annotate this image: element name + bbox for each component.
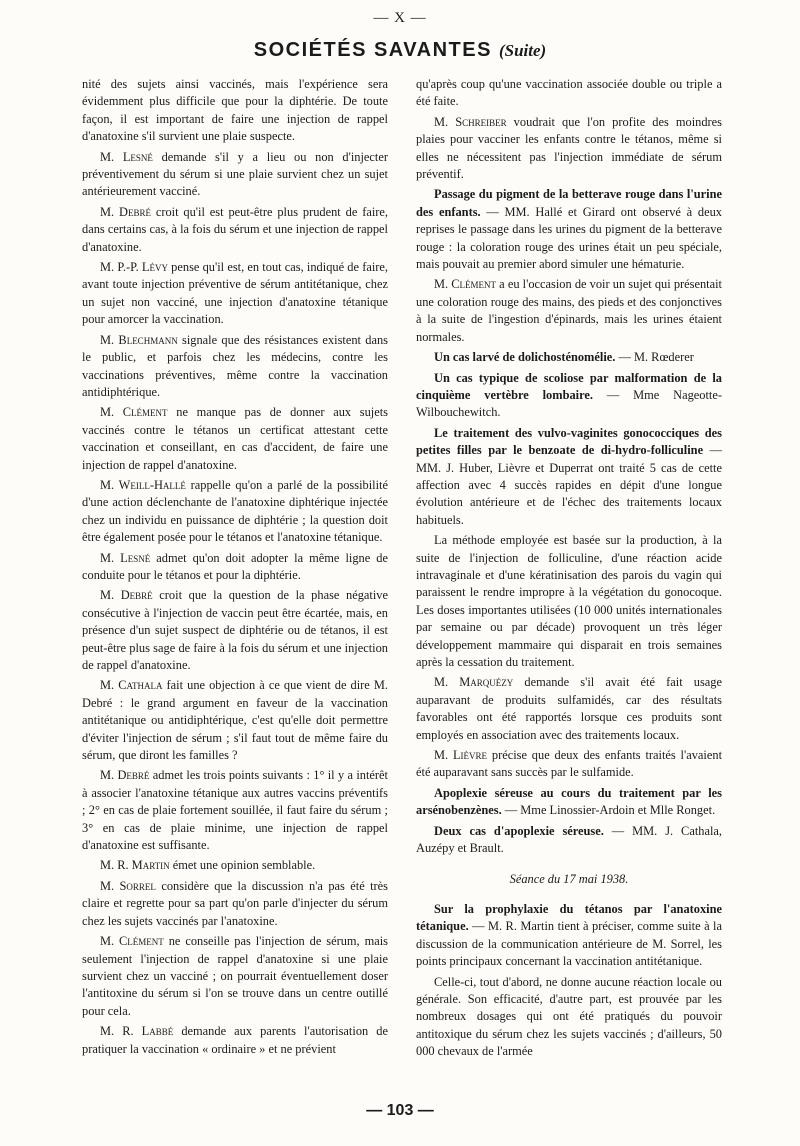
paragraph-text: a eu l'occasion de voir un sujet qui présentait une coloration rouge des mains, des pieds et des conjonctives à la suite de l'ingestion d'épinards, mais les urines étaient normales. bbox=[416, 277, 722, 344]
communication bbox=[416, 901, 722, 971]
paragraph-text: émet une opinion semblable. bbox=[169, 858, 316, 873]
paragraph-text: considère que la discussion n'a pas été très claire et regrette pour sa part qu'on parle d'injecter du sérum chez les sujets vaccinés par l'anatoxine. bbox=[82, 878, 389, 928]
communication-title: Deux cas d'apoplexie séreuse. bbox=[434, 823, 604, 838]
communication-title: Un cas typique de scoliose par malformation de la cinquième vertèbre lombaire. bbox=[416, 370, 722, 402]
speaker-name: M. Blechmann bbox=[100, 332, 178, 347]
title-text: SOCIÉTÉS SAVANTES bbox=[253, 39, 492, 61]
paragraph: nité des sujets ainsi vaccinés, mais l'expérience sera évidemment plus difficile que pour la diphtérie. De toute façon, il est important de faire une injection de rappel d'anatoxine s'il survient une plaie suspecte. bbox=[82, 77, 388, 144]
paragraph-text: voudrait que l'on profite des moindres plaies pour vacciner les enfants contre le tétanos, même si elles ne nécessitent pas l'injection immédiate de sérum préventif. bbox=[416, 114, 722, 182]
speaker-name: M. Schreiber bbox=[434, 114, 507, 129]
paragraph bbox=[416, 114, 722, 184]
communication-text: — MM. Hallé et Girard ont observé à deux reprises le passage dans les urines du pigment de la betterave rouge : la coloration rouge des urines était un peu spéciale, mais pouvait au premier abord simuler une hématurie. bbox=[416, 204, 722, 272]
paragraph bbox=[82, 404, 388, 474]
communication-author: — Mme Nageotte-Wilbouchewitch. bbox=[416, 387, 723, 420]
speaker-name: M. Clément bbox=[434, 277, 497, 292]
communication-author: — MM. J. Cathala, Auzépy et Brault. bbox=[416, 823, 722, 856]
communication bbox=[416, 186, 722, 273]
communication bbox=[416, 785, 722, 820]
paragraph-text: demande aux parents l'autorisation de pratiquer la vaccination « ordinaire » et ne prévient bbox=[82, 1024, 388, 1056]
paragraph bbox=[82, 878, 388, 930]
communication-title: Le traitement des vulvo-vaginites gonococciques des petites filles par le benzoate de di-hydro-folliculine bbox=[416, 425, 722, 458]
paragraph-text: pense qu'il est, en tout cas, indiqué de faire, avant toute injection préventive de sérum antitétanique, chez un sujet non vacciné, une injection d'anatoxine tétanique pour amorcer la vaccination. bbox=[82, 260, 388, 327]
paragraph-text: demande s'il y a lieu ou non d'injecter préventivement du sérum si une plaie survient chez un sujet antérieurement vacciné. bbox=[82, 149, 388, 199]
communication-title: Sur la prophylaxie du tétanos par l'anatoxine tétanique. bbox=[416, 901, 722, 934]
page-number: — 103 — bbox=[366, 1102, 434, 1119]
communication-title: Apoplexie séreuse au cours du traitement par les arsénobenzènes. bbox=[416, 785, 722, 818]
paragraph bbox=[82, 767, 388, 854]
speaker-name: M. P.-P. Lévy bbox=[100, 260, 168, 275]
paragraph-text: croit que la question de la phase négative consécutive à l'injection de vaccin peut être écartée, mais, en présence d'un sujet suspect de diphtérie ou de tétanos, il est peut-être plus sage de faire à la fois du sérum et une injection de rappel d'anatoxine. bbox=[82, 588, 388, 672]
communication-author: — Mme Linossier-Ardoin et Mlle Ronget. bbox=[501, 803, 716, 818]
speaker-name: M. Lièvre bbox=[434, 748, 488, 763]
left-column bbox=[82, 76, 388, 1061]
communication-text: — MM. J. Huber, Lièvre et Duperrat ont traité 5 cas de cette affection avec 4 succès rapides en dépit d'une longue évolution antérieure et de l'échec des traitements locaux habituels. bbox=[416, 443, 722, 527]
communication-title: Un cas larvé de dolichosténomélie. bbox=[434, 350, 616, 365]
paragraph bbox=[82, 1023, 388, 1058]
speaker-name: M. Clément bbox=[100, 934, 164, 949]
paragraph-text: admet les trois points suivants : 1° il y a intérêt à associer l'anatoxine tétanique aux autres vaccins préventifs ; 2° en cas de plaie fortement souillée, il faut faire du sérum ; 3° en cas de plaie minime, une injection de rappel d'anatoxine est suffisante. bbox=[82, 768, 388, 853]
paragraph bbox=[416, 747, 722, 782]
speaker-name: M. Lesné bbox=[100, 149, 153, 164]
communication bbox=[416, 370, 722, 422]
paragraph-text: ne manque pas de donner aux sujets vaccinés contre le tétanos un certificat attestant cette vaccination et conseillant, en cas d'accident, de faire une injection de rappel d'anatoxine. bbox=[82, 405, 388, 472]
speaker-name: M. R. Labbé bbox=[100, 1024, 174, 1039]
paragraph-text: fait une objection à ce que vient de dire M. Debré : le grand argument en faveur de la vaccination antitétanique ou antidiphtérique, c'est qu'elle doit permettre d'éviter l'injection de sérum ; s'il faut tout de même faire du sérum, que diront les familles ? bbox=[82, 678, 388, 763]
paragraph-text: rappelle qu'on a parlé de la possibilité d'une action déclenchante de l'anatoxine diphtérique injectée chez un individu en puissance de diphtérie ; la question doit être également posée pour le tétanos et l'anatoxine tétanique. bbox=[82, 477, 388, 545]
paragraph bbox=[82, 149, 388, 201]
communication-title: Passage du pigment de la betterave rouge dans l'urine des enfants. bbox=[416, 187, 722, 219]
communication-author: — M. Rœderer bbox=[615, 350, 694, 365]
paragraph bbox=[416, 674, 722, 744]
speaker-name: M. Debré bbox=[100, 768, 150, 783]
communication bbox=[416, 823, 722, 858]
paragraph bbox=[82, 587, 388, 674]
paragraph: qu'après coup qu'une vaccination associée double ou triple a été faite. bbox=[416, 77, 722, 109]
right-column bbox=[416, 76, 722, 1064]
speaker-name: M. Cathala bbox=[100, 678, 163, 693]
page-title bbox=[0, 39, 800, 62]
paragraph-text: admet qu'on doit adopter la même ligne de conduite pour le tétanos et pour la diphtérie. bbox=[82, 550, 388, 582]
paragraph bbox=[82, 204, 388, 256]
paragraph-text: croit qu'il est peut-être plus prudent de faire, dans certains cas, à la fois du sérum et une injection de rappel d'anatoxine. bbox=[82, 204, 388, 254]
paragraph bbox=[82, 550, 388, 585]
paragraph bbox=[82, 259, 388, 329]
paragraph bbox=[82, 677, 388, 764]
speaker-name: M. Debré bbox=[100, 204, 151, 219]
speaker-name: M. Marquézy bbox=[434, 675, 514, 690]
paragraph-text: signale que des résistances existent dans le public, et parfois chez les médecins, contre les vaccinations préventives, même contre la vaccination antidiphtérique. bbox=[82, 332, 389, 399]
title-suite: (Suite) bbox=[498, 41, 547, 60]
paragraph-text: demande s'il avait été fait usage auparavant de produits sulfamidés, car des résultats favorables ont été rapportés lorsque ces produits sont employés en association avec des traitements locaux. bbox=[416, 675, 722, 742]
communication-text: — M. R. Martin tient à préciser, comme suite à la discussion de la communication antérieure de M. Sorrel, les points principaux concernant la vaccination antitétanique. bbox=[416, 919, 722, 969]
speaker-name: M. Sorrel bbox=[100, 878, 156, 893]
paragraph-text: ne conseille pas l'injection de sérum, mais seulement l'injection de rappel d'anatoxine si une plaie survient chez un vacciné ; on pourrait éventuellement doser l'antitoxine du sérum si l'on se trouve dans un centre outillé pour cela. bbox=[82, 934, 388, 1018]
paragraph bbox=[416, 276, 722, 346]
paragraph bbox=[82, 933, 388, 1020]
paragraph bbox=[82, 857, 388, 874]
session-date: Séance du 17 mai 1938. bbox=[509, 872, 629, 887]
speaker-name: M. Weill-Hallé bbox=[100, 477, 186, 492]
speaker-name: M. Debré bbox=[100, 588, 153, 603]
speaker-name: M. Lesné bbox=[100, 550, 151, 565]
paragraph: La méthode employée est basée sur la production, à la suite de l'injection de folliculine, d'une réaction acide intravaginale et d'une kératinisation des parois du vagin qui paraissent le rendre impropre à la végétation du gonocoque. Les doses importantes utilisées (10 000 unités internationales par semaine ou par décade) provoquent un très léger développement mammaire qui disparait en trois semaines après la cessation du traitement. bbox=[416, 533, 722, 669]
paragraph bbox=[82, 332, 388, 402]
section-numeral: — X — bbox=[373, 10, 427, 26]
speaker-name: M. R. Martin bbox=[100, 858, 170, 873]
speaker-name: M. Clément bbox=[100, 405, 168, 420]
paragraph: Celle-ci, tout d'abord, ne donne aucune réaction locale ou générale. Son efficacité, d'autre part, est prouvée par les nombreux dosages qui ont été pratiqués du pouvoir antitoxique du sérum chez les sujets vaccinés ; d'ailleurs, 50 000 chevaux de l'armée bbox=[416, 974, 722, 1059]
communication bbox=[416, 349, 722, 366]
communication bbox=[416, 425, 722, 529]
paragraph bbox=[82, 477, 388, 547]
paragraph-text: précise que deux des enfants traités l'avaient été auparavant sans succès par le sulfamide. bbox=[416, 748, 723, 780]
